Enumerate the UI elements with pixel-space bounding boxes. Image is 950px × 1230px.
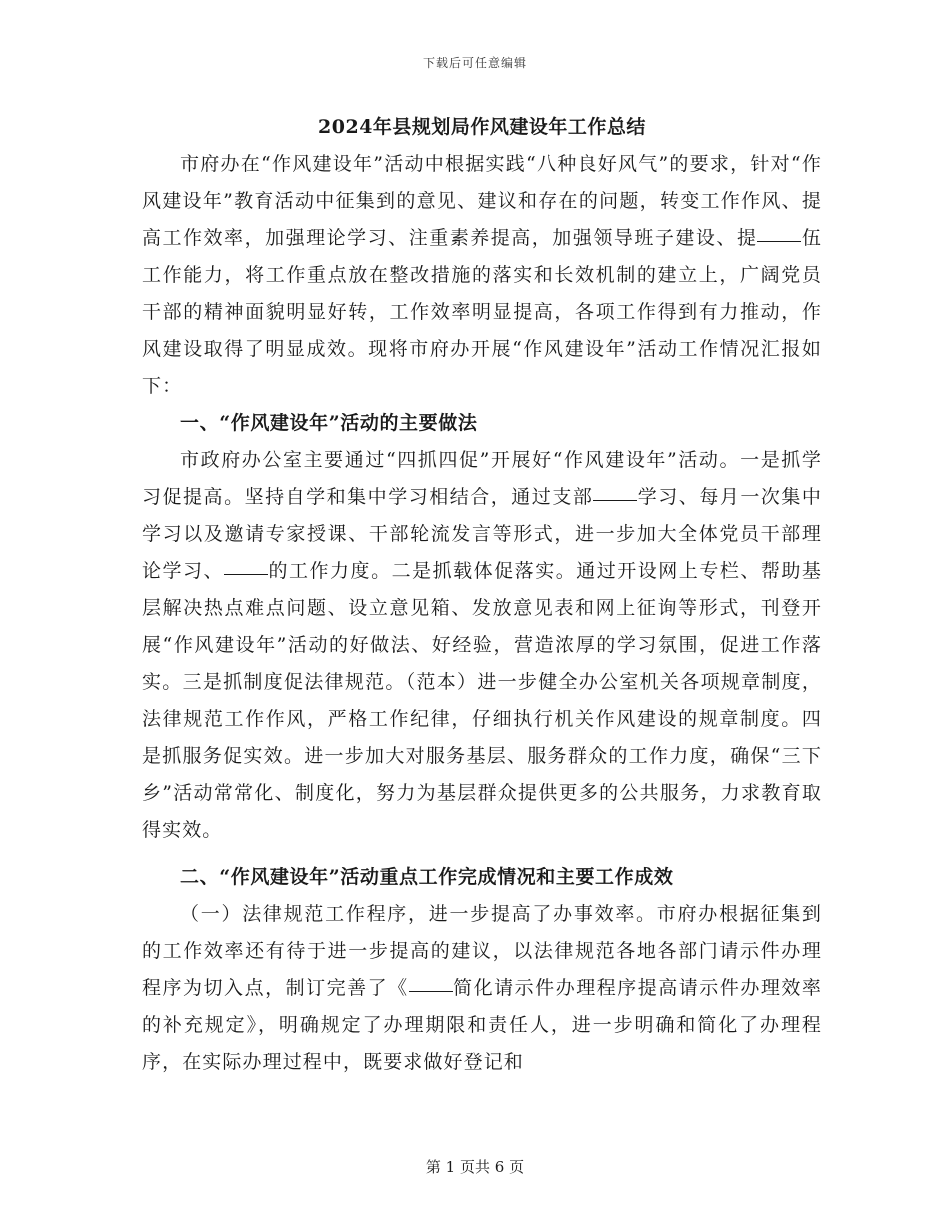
blank-underline: [409, 990, 453, 992]
blank-underline: [593, 499, 637, 501]
section-2-heading: 二、“作风建设年”活动重点工作完成情况和主要工作成效: [180, 866, 674, 888]
section-2-text-part-2: 简化请示件办理程序提高请示件办理效率的补充规定》，明确规定了办理期限和责任人，进一步明确和简化了办理程序，在实际办理过程中，既要求做好登记和: [142, 977, 822, 1073]
page-number: 第 1 页共 6 页: [425, 1158, 525, 1176]
blank-underline: [757, 240, 801, 242]
section-1-text-part-2: 学习、每月一次集中学习以及邀请专家授课、干部轮流发言等形式，进一步加大全体党员干部理论学习、: [142, 486, 823, 582]
section-1-text-part-1: 市政府办公室主要通过“四抓四促”开展好“作风建设年”活动。一是抓学习促提高。坚持自学和集中学习相结合，通过支部: [142, 449, 822, 508]
intro-text-part-2: 伍工作能力，将工作重点放在整改措施的落实和长效机制的建立上，广阔党员干部的精神面貌明显好转，工作效率明显提高，各项工作得到有力推动，作风建设取得了明显成效。现将市府办开展“作风建设年”活动工作情况汇报如下：: [142, 227, 822, 397]
document-body: [142, 110, 822, 1081]
blank-underline: [224, 573, 268, 575]
section-1-text-part-3: 的工作力度。二是抓载体促落实。通过开设网上专栏、帮助基层解决热点难点问题、设立意见箱、发放意见表和网上征询等形式，刊登开展“作风建设年”活动的好做法、好经验，营造浓厚的学习氛围，促进工作落实。三是抓制度促法律规范。（范本）进一步健全办公室机关各项规章制度，法律规范工作作风，严格工作纪律，仔细执行机关作风建设的规章制度。四是抓服务促实效。进一步加大对服务基层、服务群众的工作力度，确保“三下乡”活动常常化、制度化，努力为基层群众提供更多的公共服务，力求教育取得实效。: [142, 560, 823, 841]
section-2-text-part-1: （一）法律规范工作程序，进一步提高了办事效率。市府办根据征集到的工作效率还有待于进一步提高的建议，以法律规范各地各部门请示件办理程序为切入点，制订完善了《: [142, 903, 822, 999]
section-1-paragraph: [142, 442, 822, 849]
header-note: 下载后可任意编辑: [422, 56, 527, 70]
intro-text-part-1: 市府办在“作风建设年”活动中根据实践“八种良好风气”的要求，针对“作风建设年”教育活动中征集到的意见、建议和存在的问题，转变工作作风、提高工作效率，加强理论学习、注重素养提高，加强领导班子建设、提: [142, 153, 822, 249]
document-title: 2024年县规划局作风建设年工作总结: [318, 116, 646, 138]
section-2-paragraph: [142, 896, 822, 1081]
intro-paragraph: [142, 146, 822, 405]
section-1-heading: 一、“作风建设年”活动的主要做法: [180, 412, 478, 434]
